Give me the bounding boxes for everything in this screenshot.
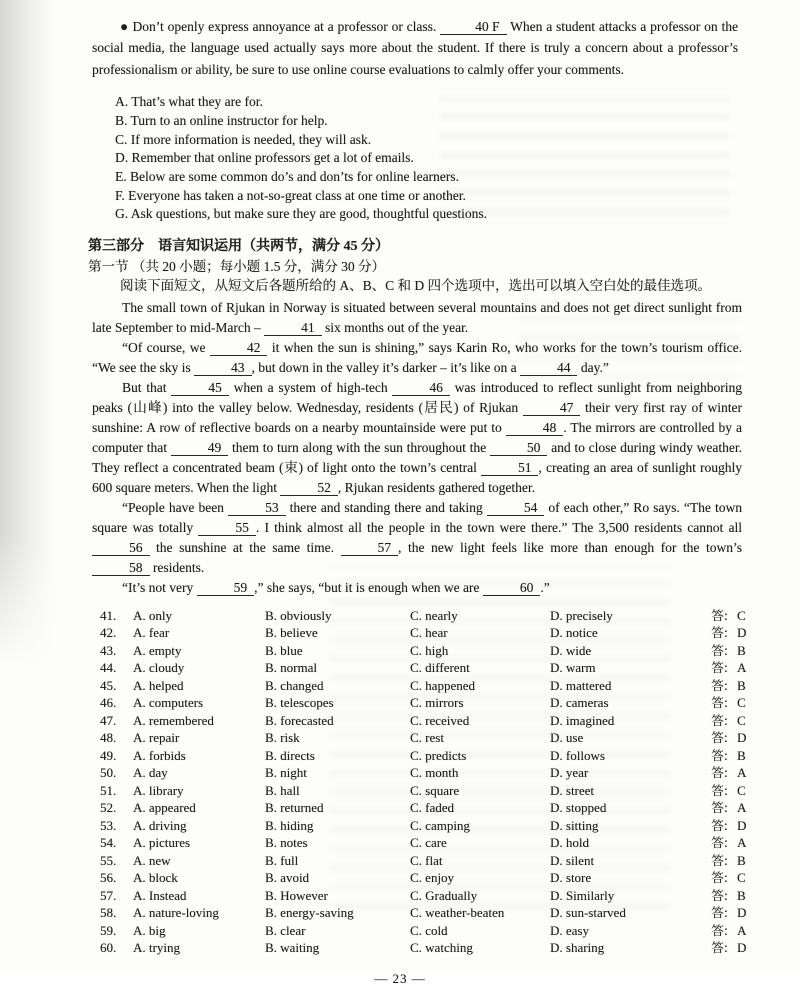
answer-label: 答: — [711, 765, 728, 781]
option-c: C. predicts — [410, 747, 467, 763]
cloze-row-51 — [100, 782, 748, 800]
cloze-row-50 — [100, 764, 748, 782]
option-b: B. energy-saving — [265, 905, 354, 921]
blank-44: 44 — [520, 361, 578, 376]
cloze-row-41 — [100, 607, 748, 625]
answer-cell — [688, 659, 748, 677]
question-number: 49. — [100, 747, 117, 763]
blank-52: 52 — [280, 481, 338, 496]
section-subsection-title: 第一节 （共 20 小题；每小题 1.5 分，满分 30 分） — [88, 258, 385, 274]
cloze-row-55 — [100, 852, 748, 870]
option-a: A. repair — [133, 730, 180, 746]
option-d: D. precisely — [550, 607, 613, 623]
answer-label: 答: — [711, 625, 728, 641]
cloze-row-42 — [100, 624, 748, 642]
answer-cell — [688, 712, 748, 730]
option-b: B. full — [265, 852, 299, 868]
answer-letter: B — [737, 642, 746, 658]
blank-48: 48 — [506, 421, 564, 436]
blank-49: 49 — [171, 441, 229, 456]
question-number: 59. — [100, 922, 117, 938]
strategy-options-list — [115, 93, 740, 224]
answer-label: 答: — [711, 695, 728, 711]
question-number: 50. — [100, 765, 117, 781]
question-number: 51. — [100, 782, 117, 798]
answer-label: 答: — [711, 922, 728, 938]
option-b: B. avoid — [265, 870, 310, 886]
question-number: 55. — [100, 852, 117, 868]
option-d: D. follows — [550, 747, 605, 763]
answer-letter: A — [737, 660, 747, 676]
strategy-option-line: B. Turn to an online instructor for help. — [115, 112, 328, 128]
answer-label: 答: — [711, 660, 728, 676]
cloze-row-47 — [100, 712, 748, 730]
cloze-passage — [92, 298, 742, 598]
blank-51: 51 — [481, 461, 539, 476]
option-d: D. notice — [550, 625, 598, 641]
blank-57: 57 — [341, 541, 399, 556]
page-number: — 23 — — [374, 970, 426, 986]
option-b: B. night — [265, 765, 307, 781]
blank-55: 55 — [198, 521, 256, 536]
option-b: B. notes — [265, 835, 308, 851]
question-number: 52. — [100, 800, 117, 816]
answer-cell — [688, 624, 748, 642]
option-d: D. use — [550, 730, 584, 746]
option-a: A. day — [133, 765, 168, 781]
answer-letter: C — [737, 712, 746, 728]
option-d: D. sharing — [550, 940, 605, 956]
answer-label: 答: — [711, 607, 728, 623]
cloze-row-60 — [100, 939, 748, 957]
section-part-title: 第三部分 语言知识运用（共两节，满分 45 分） — [88, 239, 389, 255]
strategy-option-line: D. Remember that online professors get a lot of emails. — [115, 150, 414, 166]
answer-cell — [688, 817, 748, 835]
answer-letter: D — [737, 905, 747, 921]
answer-letter: A — [737, 765, 747, 781]
blank-56: 56 — [92, 541, 150, 556]
answer-letter: C — [737, 695, 746, 711]
question-number: 47. — [100, 712, 117, 728]
option-c: C. happened — [410, 677, 475, 693]
answer-label: 答: — [711, 712, 728, 728]
option-c: C. rest — [410, 730, 444, 746]
option-d: D. sitting — [550, 817, 599, 833]
answer-label: 答: — [711, 870, 728, 886]
option-d: D. hold — [550, 835, 589, 851]
option-a: A. remembered — [133, 712, 214, 728]
option-a: A. cloudy — [133, 660, 185, 676]
option-a: A. new — [133, 852, 171, 868]
question-number: 48. — [100, 730, 117, 746]
option-d: D. street — [550, 782, 595, 798]
blank-42: 42 — [210, 341, 268, 356]
passage-paragraph: But that 45 when a system of high-tech 46 was introduced to reflect sunlight from neighboring peaks (山峰) into the valley below. Wednesday, residents (居民) of Rjukan 47 their very first ray of winter sunshine: A row of reflective boards on a nearby mountainside were put to 48 . The mirrors are controlled by a computer that 49 them to turn along with the sun throughout the 50 and to close during windy weather. They reflect a concentrated beam (束) of light onto the town’s central 51 , creating an area of sunlight roughly 600 square meters. When the light 52 , Rjukan residents gathered together. — [92, 379, 742, 495]
blank-59: 59 — [197, 581, 255, 596]
option-a: A. library — [133, 782, 184, 798]
passage-paragraph: “People have been 53 there and standing there and taking 54 of each other,” Ro says. “The town square was totally 55 . I think almost all the people in the town were there.” The 3,500 residents cannot all 56 the sunshine at the same time. 57 , the new light feels like more than enough for the town’s 58 residents. — [92, 499, 743, 575]
answer-cell — [688, 694, 748, 712]
option-c: C. care — [410, 835, 447, 851]
question-number: 60. — [100, 940, 117, 956]
answer-label: 答: — [711, 677, 728, 693]
option-c: C. month — [410, 765, 459, 781]
strategy-option-line: E. Below are some common do’s and don’ts for online learners. — [115, 169, 459, 185]
option-c: C. watching — [410, 940, 473, 956]
passage-paragraph: “Of course, we 42 it when the sun is shining,” says Karin Ro, who works for the town’s tourism office. “We see the sky is 43 , but down in the valley it’s darker – it’s like on a 44 day.” — [92, 339, 742, 375]
option-a: A. driving — [133, 817, 187, 833]
option-b: B. changed — [265, 677, 324, 693]
question-number: 57. — [100, 887, 117, 903]
answer-letter: D — [737, 940, 747, 956]
option-d: D. cameras — [550, 695, 609, 711]
answer-label: 答: — [711, 782, 728, 798]
answer-label: 答: — [711, 887, 728, 903]
scan-edge-artifact — [0, 0, 54, 665]
strategy-option-line: A. That’s what they are for. — [115, 94, 263, 110]
blank-54: 54 — [487, 501, 545, 516]
option-d: D. year — [550, 765, 589, 781]
option-b: B. believe — [265, 625, 318, 641]
cloze-row-57 — [100, 887, 748, 905]
option-b: B. waiting — [265, 940, 320, 956]
answer-cell — [688, 642, 748, 660]
cloze-row-44 — [100, 659, 748, 677]
answer-cell — [688, 677, 748, 695]
blank-47: 47 — [523, 401, 581, 416]
option-b: B. clear — [265, 922, 306, 938]
answer-label: 答: — [711, 905, 728, 921]
answer-letter: B — [737, 747, 746, 763]
cloze-row-58 — [100, 904, 748, 922]
option-a: A. forbids — [133, 747, 186, 763]
cloze-row-53 — [100, 817, 748, 835]
answer-label: 答: — [711, 642, 728, 658]
cloze-row-48 — [100, 729, 748, 747]
passage-paragraph: “It’s not very 59 ,” she says, “but it is enough when we are 60 .” — [122, 579, 550, 595]
answer-cell — [688, 852, 748, 870]
strategy-option-line: F. Everyone has taken a not-so-great class at one time or another. — [115, 187, 466, 203]
section-instruction: 阅读下面短文，从短文后各题所给的 A、B、C 和 D 四个选项中，选出可以填入空白处的最佳选项。 — [120, 278, 712, 294]
option-c: C. faded — [410, 800, 455, 816]
option-a: A. trying — [133, 940, 180, 956]
cloze-row-49 — [100, 747, 748, 765]
answer-letter: D — [737, 730, 747, 746]
blank-40-F: 40 F — [440, 20, 506, 35]
option-c: C. weather-beaten — [410, 905, 505, 921]
option-b: B. returned — [265, 800, 324, 816]
answer-cell — [688, 747, 748, 765]
answer-cell — [688, 607, 748, 625]
answer-cell — [688, 834, 748, 852]
answer-letter: C — [737, 607, 746, 623]
blank-43: 43 — [194, 361, 252, 376]
option-d: D. sun-starved — [550, 905, 626, 921]
question-number: 54. — [100, 835, 117, 851]
answer-label: 答: — [711, 835, 728, 851]
option-a: A. computers — [133, 695, 204, 711]
question-number: 58. — [100, 905, 117, 921]
option-d: D. silent — [550, 852, 595, 868]
passage-paragraph: The small town of Rjukan in Norway is situated between several mountains and does not get direct sunlight from late September to mid-March – 41 six months out of the year. — [92, 299, 742, 335]
blank-60: 60 — [483, 581, 541, 596]
option-b: B. normal — [265, 660, 317, 676]
blank-53: 53 — [228, 501, 286, 516]
option-a: A. helped — [133, 677, 184, 693]
cloze-row-43 — [100, 642, 748, 660]
answer-letter: B — [737, 852, 746, 868]
option-d: D. Similarly — [550, 887, 615, 903]
option-d: D. wide — [550, 642, 592, 658]
option-b: B. However — [265, 887, 328, 903]
option-c: C. different — [410, 660, 470, 676]
option-c: C. square — [410, 782, 460, 798]
option-a: A. pictures — [133, 835, 191, 851]
option-b: B. hiding — [265, 817, 314, 833]
option-b: B. risk — [265, 730, 300, 746]
cloze-options-table — [100, 607, 748, 957]
strategy-option-line: G. Ask questions, but make sure they are good, thoughtful questions. — [115, 206, 487, 222]
answer-cell — [688, 729, 748, 747]
option-a: A. nature-loving — [133, 905, 219, 921]
option-d: D. store — [550, 870, 592, 886]
option-d: D. mattered — [550, 677, 612, 693]
answer-label: 答: — [711, 747, 728, 763]
question-number: 41. — [100, 607, 117, 623]
answer-letter: B — [737, 887, 746, 903]
answer-label: 答: — [711, 730, 728, 746]
option-a: A. only — [133, 607, 172, 623]
blank-41: 41 — [264, 321, 322, 336]
option-b: B. forecasted — [265, 712, 334, 728]
answer-label: 答: — [711, 817, 728, 833]
blank-58: 58 — [92, 561, 150, 576]
answer-label: 答: — [711, 940, 728, 956]
option-d: D. stopped — [550, 800, 607, 816]
answer-cell — [688, 922, 748, 940]
option-b: B. hall — [265, 782, 300, 798]
option-a: A. fear — [133, 625, 170, 641]
option-b: B. blue — [265, 642, 303, 658]
answer-letter: C — [737, 870, 746, 886]
option-b: B. obviously — [265, 607, 332, 623]
answer-cell — [688, 782, 748, 800]
option-d: D. imagined — [550, 712, 615, 728]
answer-letter: A — [737, 922, 747, 938]
option-c: C. camping — [410, 817, 470, 833]
question-number: 43. — [100, 642, 117, 658]
option-c: C. mirrors — [410, 695, 464, 711]
answer-letter: C — [737, 782, 746, 798]
cloze-row-52 — [100, 799, 748, 817]
answer-letter: A — [737, 800, 747, 816]
answer-cell — [688, 939, 748, 957]
cloze-row-45 — [100, 677, 748, 695]
cloze-row-59 — [100, 922, 748, 940]
option-d: D. easy — [550, 922, 589, 938]
option-a: A. appeared — [133, 800, 196, 816]
option-b: B. directs — [265, 747, 315, 763]
section-header-block — [88, 237, 744, 296]
answer-letter: B — [737, 677, 746, 693]
blank-46: 46 — [392, 381, 450, 396]
question-number: 46. — [100, 695, 117, 711]
question-number: 44. — [100, 660, 117, 676]
answer-cell — [688, 869, 748, 887]
answer-letter: D — [737, 625, 747, 641]
option-a: A. Instead — [133, 887, 187, 903]
strategy-option-line: C. If more information is needed, they will ask. — [115, 131, 372, 147]
answer-label: 答: — [711, 800, 728, 816]
cloze-row-56 — [100, 869, 748, 887]
option-c: C. hear — [410, 625, 448, 641]
cloze-row-54 — [100, 834, 748, 852]
option-b: B. telescopes — [265, 695, 334, 711]
blank-50: 50 — [490, 441, 548, 456]
option-d: D. warm — [550, 660, 596, 676]
option-c: C. Gradually — [410, 887, 478, 903]
option-c: C. nearly — [410, 607, 458, 623]
option-c: C. high — [410, 642, 449, 658]
answer-label: 答: — [711, 852, 728, 868]
option-a: A. empty — [133, 642, 182, 658]
option-c: C. received — [410, 712, 470, 728]
answer-letter: A — [737, 835, 747, 851]
answer-cell — [688, 904, 748, 922]
question-number: 45. — [100, 677, 117, 693]
answer-cell — [688, 764, 748, 782]
answer-letter: D — [737, 817, 747, 833]
option-c: C. flat — [410, 852, 443, 868]
question-number: 42. — [100, 625, 117, 641]
question-number: 56. — [100, 870, 117, 886]
answer-cell — [688, 799, 748, 817]
option-c: C. cold — [410, 922, 448, 938]
option-a: A. big — [133, 922, 166, 938]
option-a: A. block — [133, 870, 178, 886]
blank-45: 45 — [171, 381, 229, 396]
answer-cell — [688, 887, 748, 905]
question-number: 53. — [100, 817, 117, 833]
cloze-row-46 — [100, 694, 748, 712]
option-c: C. enjoy — [410, 870, 455, 886]
tip-paragraph: ● Don’t openly express annoyance at a professor or class. 40 F When a student attacks a professor on the social media, the language used actually says more about the student. If there is truly a concern about a professor’s professionalism or ability, be sure to use online course evaluations to calmly offer your comments. — [92, 19, 738, 77]
